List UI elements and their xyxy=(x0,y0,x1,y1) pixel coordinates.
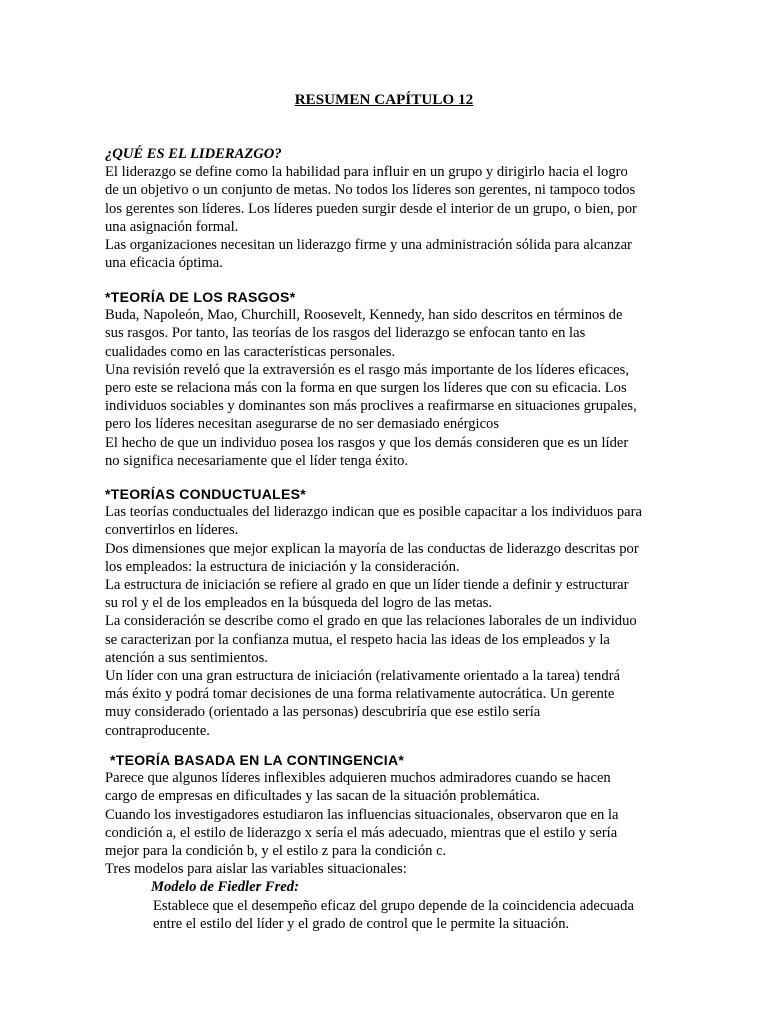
paragraph-line: El liderazgo se define como la habilidad para influir en un grupo y dirigirlo hacia el logro xyxy=(105,164,628,181)
paragraph-line: Tres modelos para aislar las variables situacionales: xyxy=(105,861,407,878)
model-title: Modelo de Fiedler Fred: xyxy=(151,879,299,896)
paragraph-line: una asignación formal. xyxy=(105,218,239,235)
paragraph-line: convertirlos en líderes. xyxy=(105,522,239,539)
paragraph-line: Parece que algunos líderes inflexibles adquieren muchos admiradores cuando se hacen xyxy=(105,770,611,787)
section-teoria-de-los-rasgos xyxy=(105,288,680,470)
paragraph-line: Establece que el desempeño eficaz del grupo depende de la coincidencia adecuada xyxy=(153,897,634,914)
paragraph-line: Una revisión reveló que la extraversión es el rasgo más importante de los líderes eficaces, xyxy=(105,361,629,378)
section-heading: *TEORÍAS CONDUCTUALES* xyxy=(105,486,307,502)
paragraph-line: se caracterizan por la confianza mutua, el respeto hacia las ideas de los empleados y la xyxy=(105,631,610,648)
document-title: RESUMEN CAPÍTULO 12 xyxy=(294,92,474,108)
section-heading: *TEORÍA DE LOS RASGOS* xyxy=(105,289,296,305)
paragraph-line: Un líder con una gran estructura de iniciación (relativamente orientado a la tarea) tendrá xyxy=(105,668,620,685)
paragraph-line: La estructura de iniciación se refiere al grado en que un líder tiende a definir y estructurar xyxy=(105,577,629,594)
paragraph-line: Dos dimensiones que mejor explican la mayoría de las conductas de liderazgo descritas por xyxy=(105,540,639,557)
paragraph-line: Cuando los investigadores estudiaron las influencias situacionales, observaron que en la xyxy=(105,806,619,823)
section-heading: ¿QUÉ ES EL LIDERAZGO? xyxy=(105,146,282,162)
paragraph-line: La consideración se describe como el grado en que las relaciones laborales de un individuo xyxy=(105,613,637,630)
paragraph-line: Buda, Napoleón, Mao, Churchill, Roosevelt, Kennedy, han sido descritos en términos de xyxy=(105,307,623,324)
paragraph-line: pero los líderes necesitan asegurarse de no ser demasiado enérgicos xyxy=(105,416,500,433)
paragraph-line: Las teorías conductuales del liderazgo indican que es posible capacitar a los individuos para xyxy=(105,504,642,521)
paragraph-line: El hecho de que un individuo posea los rasgos y que los demás consideren que es un líder xyxy=(105,434,629,451)
paragraph-line: los gerentes son líderes. Los líderes pueden surgir desde el interior de un grupo, o bien, por xyxy=(105,200,637,217)
paragraph-line: cualidades como en las características personales. xyxy=(105,343,396,360)
paragraph-line: contraproducente. xyxy=(105,722,210,739)
paragraph-line: más éxito y podrá tomar decisiones de una forma relativamente autocrática. Un gerente xyxy=(105,686,615,703)
paragraph-line: atención a sus sentimientos. xyxy=(105,649,268,666)
paragraph-line: mejor para la condición b, y el estilo z para la condición c. xyxy=(105,843,447,860)
paragraph-line: no significa necesariamente que el líder tenga éxito. xyxy=(105,452,409,469)
paragraph-line: entre el estilo del líder y el grado de control que le permite la situación. xyxy=(153,915,570,932)
paragraph-line: condición a, el estilo de liderazgo x sería el más adecuado, mientras que el estilo y sería xyxy=(105,824,618,841)
section-teorias-conductuales xyxy=(105,485,680,740)
paragraph-line: los empleados: la estructura de iniciación y la consideración. xyxy=(105,558,460,575)
paragraph-line: sus rasgos. Por tanto, las teorías de los rasgos del liderazgo se enfocan tanto en las xyxy=(105,325,586,342)
paragraph-line: de un objetivo o un conjunto de metas. No todos los líderes son gerentes, ni tampoco todos xyxy=(105,182,636,199)
paragraph-line: Las organizaciones necesitan un liderazgo firme y una administración sólida para alcanzar xyxy=(105,237,632,254)
section-teoria-contingencia xyxy=(105,751,680,933)
section-heading: *TEORÍA BASADA EN LA CONTINGENCIA* xyxy=(110,752,405,768)
section-que-es-el-liderazgo xyxy=(105,145,680,272)
paragraph-line: cargo de empresas en dificultades y las sacan de la situación problemática. xyxy=(105,788,540,805)
paragraph-line: individuos sociables y dominantes son más proclives a reafirmarse en situaciones grupales, xyxy=(105,398,637,415)
paragraph-line: su rol y el de los empleados en la búsqueda del logro de las metas. xyxy=(105,595,493,612)
paragraph-line: una eficacia óptima. xyxy=(105,255,223,272)
paragraph-line: muy considerado (orientado a las personas) descubriría que ese estilo sería xyxy=(105,704,541,721)
paragraph-line: pero este se relaciona más con la forma en que surgen los líderes que con su eficacia. Los xyxy=(105,380,627,397)
